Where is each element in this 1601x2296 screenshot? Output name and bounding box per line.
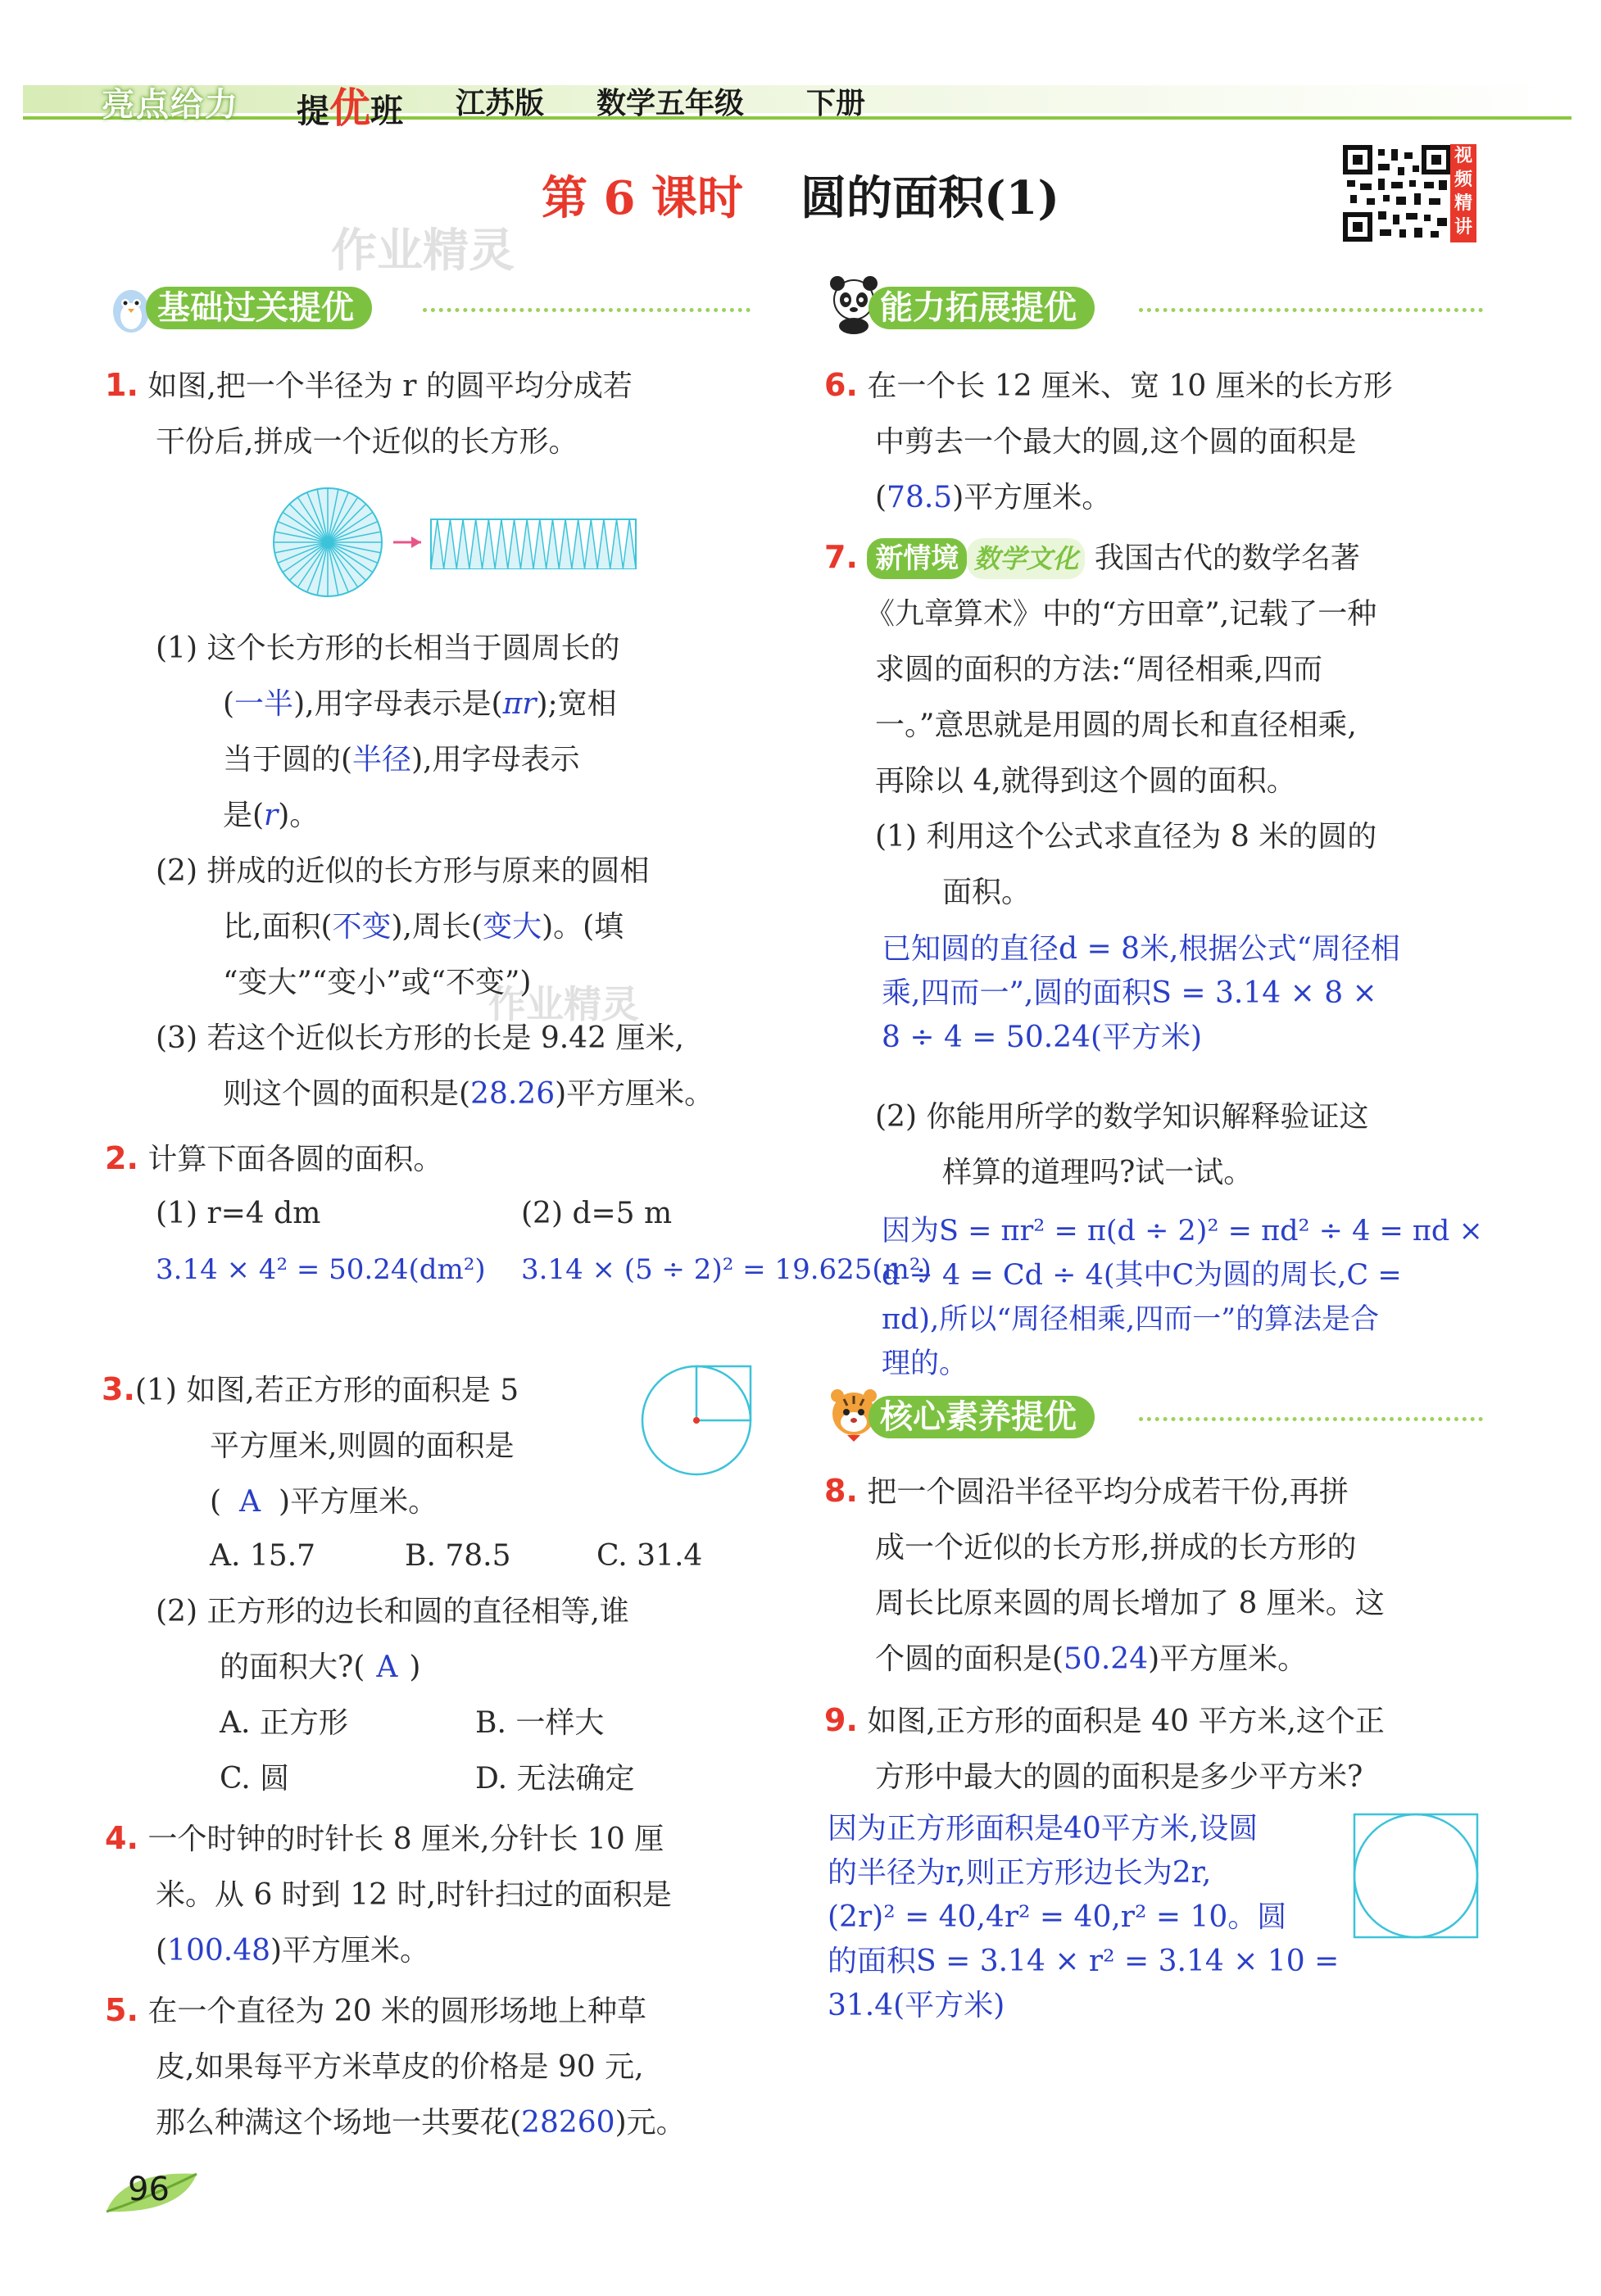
answer-line: πd),所以“周径相乘,四而一”的算法是合 xyxy=(882,1303,1380,1336)
question-text: 平方厘米,则圆的面积是 xyxy=(210,1429,515,1463)
question-text: “变大”“变小”或“不变”) xyxy=(223,966,532,999)
question-text: 一个时钟的时针长 8 厘米,分针长 10 厘 xyxy=(147,1823,664,1856)
question-text: 样算的道理吗?试一试。 xyxy=(942,1156,1254,1189)
question-text: ),周长( xyxy=(391,910,483,944)
question-text: 的面积大?( xyxy=(220,1651,365,1684)
handwritten-answer xyxy=(882,1209,1562,1386)
answer: 28260 xyxy=(521,2106,615,2140)
answer: A xyxy=(239,1485,261,1519)
question-text: 如图,正方形的面积是 40 平方米,这个正 xyxy=(867,1705,1385,1738)
question-text: 求圆的面积的方法:“周径相乘,四而 xyxy=(875,653,1322,686)
answer: r xyxy=(264,799,279,832)
section-core xyxy=(828,1393,1499,1442)
section-dots xyxy=(1139,308,1483,312)
question-text: )平方厘米。 xyxy=(1148,1642,1308,1676)
question-text: ) xyxy=(409,1651,421,1684)
question-1 xyxy=(105,357,760,470)
paren: ( xyxy=(223,687,235,721)
question-text: ),用字母表示是( xyxy=(293,687,503,721)
option: A. 15.7 xyxy=(210,1539,316,1573)
answer-line: 31.4(平方米) xyxy=(828,1989,1005,2022)
question-2-part-2: (2) d=5 m xyxy=(521,1197,673,1230)
section-basic xyxy=(105,283,760,333)
question-text: )平方厘米。 xyxy=(555,1077,714,1111)
question-text: 一。”意思就是用圆的周长和直径相乘, xyxy=(875,709,1357,742)
qr-code-icon[interactable] xyxy=(1342,144,1452,242)
question-number: 3. xyxy=(102,1371,135,1407)
video-tag xyxy=(1450,144,1476,242)
new-context-tag: 新情境 xyxy=(867,538,967,579)
option: B. 一样大 xyxy=(475,1706,605,1740)
brand-char: 班 xyxy=(370,93,403,130)
question-text: 干份后,拼成一个近似的长方形。 xyxy=(156,425,578,459)
question-text: 再除以 4,就得到这个圆的面积。 xyxy=(875,764,1296,798)
series-brand: 亮点给力 xyxy=(102,86,239,124)
edition-label: 江苏版 xyxy=(456,87,545,120)
question-number: 9. xyxy=(824,1702,858,1738)
question-6 xyxy=(824,357,1504,526)
lesson-topic: 圆的面积(1) xyxy=(800,171,1059,225)
video-tag-char: 视 xyxy=(1454,146,1472,166)
answer-line: 的半径为r,则正方形边长为2r, xyxy=(828,1856,1212,1890)
video-tag-char: 频 xyxy=(1454,170,1472,190)
answer: 一半 xyxy=(234,687,294,721)
question-text: (1) 这个长方形的长相当于圆周长的 xyxy=(156,632,620,665)
question-5 xyxy=(105,1982,760,2151)
question-text: ),用字母表示 xyxy=(411,743,580,777)
section-ability xyxy=(828,283,1499,333)
question-number: 4. xyxy=(105,1820,138,1856)
question-text: 我国古代的数学名著 xyxy=(1094,541,1360,575)
question-text: 计算下面各圆的面积。 xyxy=(147,1143,443,1176)
question-text: 方形中最大的圆的面积是多少平方米? xyxy=(875,1760,1363,1794)
question-text: )平方厘米。 xyxy=(270,1934,430,1968)
option: C. 31.4 xyxy=(596,1539,703,1573)
answer: 50.24 xyxy=(1064,1642,1149,1676)
math-culture-tag: 数学文化 xyxy=(967,538,1085,579)
option: B. 78.5 xyxy=(405,1539,511,1573)
question-text: (3) 若这个近似长方形的长是 9.42 厘米, xyxy=(156,1021,684,1055)
question-text: 周长比原来圆的周长增加了 8 厘米。这 xyxy=(875,1587,1385,1620)
question-text: );宽相 xyxy=(536,687,617,721)
series-brand-2 xyxy=(297,75,403,134)
header-bar xyxy=(23,79,1572,132)
question-text: 那么种满这个场地一共要花( xyxy=(156,2106,522,2140)
answer: 3.14 × (5 ÷ 2)² = 19.625(m²) xyxy=(521,1253,932,1286)
question-text: 在一个直径为 20 米的圆形场地上种草 xyxy=(147,1995,647,2028)
circle-sectors xyxy=(274,488,382,596)
brand-char-highlight: 优 xyxy=(329,84,370,132)
question-text: 米。从 6 时到 12 时,时针扫过的面积是 xyxy=(156,1878,672,1912)
subject-label: 数学五年级 xyxy=(596,87,745,120)
question-text: 把一个圆沿半径平均分成若干份,再拼 xyxy=(867,1475,1349,1509)
answer-line: 理的。 xyxy=(882,1347,968,1380)
question-text: 成一个近似的长方形,拼成的长方形的 xyxy=(875,1531,1357,1565)
answer: 28.26 xyxy=(470,1077,556,1111)
question-text: 比,面积( xyxy=(223,910,333,944)
page-number: 96 xyxy=(128,2171,170,2208)
answer-line: 因为S = πr² = π(d ÷ 2)² = πd² ÷ 4 = πd × xyxy=(882,1215,1483,1248)
question-text: 是( xyxy=(223,799,265,832)
question-3 xyxy=(102,1361,675,1530)
question-4 xyxy=(105,1810,760,1979)
volume-label: 下册 xyxy=(806,87,866,120)
question-text: )平方厘米。 xyxy=(952,481,1112,514)
question-text: ( xyxy=(875,481,887,514)
question-7-part-2 xyxy=(875,1089,1514,1201)
question-text: ( xyxy=(156,1934,168,1968)
question-number: 2. xyxy=(105,1140,138,1176)
answer-line: (2r)² = 40,4r² = 40,r² = 10。圆 xyxy=(828,1900,1287,1934)
video-tag-char: 精 xyxy=(1454,193,1472,214)
watermark: 作业精灵 xyxy=(331,224,515,278)
lesson-number: 第 6 课时 xyxy=(542,171,743,225)
question-3-part-2 xyxy=(156,1584,762,1696)
answer: 78.5 xyxy=(887,481,953,514)
answer-line: 因为正方形面积是40平方米,设圆 xyxy=(828,1812,1259,1845)
question-2-part-1: (1) r=4 dm xyxy=(156,1197,321,1230)
answer: A xyxy=(376,1651,398,1684)
question-text: )。 xyxy=(278,799,320,832)
answer-line: d ÷ 4 = Cd ÷ 4(其中C为圆的周长,C = xyxy=(882,1259,1402,1292)
answer: 不变 xyxy=(332,910,392,944)
question-text: (1) 如图,若正方形的面积是 5 xyxy=(134,1374,519,1407)
circle-in-square-figure xyxy=(1352,1812,1480,1940)
question-text: )平方厘米。 xyxy=(279,1485,438,1519)
answer-line: 8 ÷ 4 = 50.24(平方米) xyxy=(882,1021,1203,1054)
question-text: )。(填 xyxy=(542,910,624,944)
video-tag-char: 讲 xyxy=(1454,217,1472,238)
question-text: 在一个长 12 厘米、宽 10 厘米的长方形 xyxy=(867,369,1393,403)
brand-char: 提 xyxy=(297,93,329,130)
option: D. 无法确定 xyxy=(475,1762,635,1796)
answer-line: 乘,四而一”,圆的面积S = 3.14 × 8 × xyxy=(882,976,1377,1010)
handwritten-answer xyxy=(828,1807,1352,2028)
question-text: 则这个圆的面积是( xyxy=(223,1077,471,1111)
answer: πr xyxy=(502,687,537,721)
question-text: (2) 你能用所学的数学知识解释验证这 xyxy=(875,1100,1369,1134)
question-text: 《九章算术》中的“方田章”,记载了一种 xyxy=(865,597,1377,631)
answer: 100.48 xyxy=(167,1934,271,1968)
section-title: 基础过关提优 xyxy=(146,287,372,329)
question-text: 当于圆的( xyxy=(223,743,353,777)
question-text: ( xyxy=(210,1485,222,1519)
question-text: (2) 正方形的边长和圆的直径相等,谁 xyxy=(156,1595,629,1628)
section-title: 能力拓展提优 xyxy=(869,287,1095,329)
option: A. 正方形 xyxy=(220,1706,348,1740)
answer: 变大 xyxy=(483,910,542,944)
question-number: 5. xyxy=(105,1992,138,2028)
question-number: 8. xyxy=(824,1473,858,1509)
answer-line: 的面积S = 3.14 × r² = 3.14 × 10 = xyxy=(828,1945,1340,1978)
section-dots xyxy=(423,308,751,312)
question-text: )元。 xyxy=(615,2106,686,2140)
question-number: 7. xyxy=(824,539,858,575)
question-text: (2) 拼成的近似的长方形与原来的圆相 xyxy=(156,854,650,888)
question-text: 中剪去一个最大的圆,这个圆的面积是 xyxy=(875,425,1357,459)
question-text: 皮,如果每平方米草皮的价格是 90 元, xyxy=(156,2050,644,2084)
question-text: 如图,把一个半径为 r 的圆平均分成若 xyxy=(147,369,633,403)
option: C. 圆 xyxy=(220,1762,290,1796)
handwritten-answer xyxy=(882,927,1521,1060)
question-8 xyxy=(824,1463,1504,1687)
circle-to-rectangle-figure xyxy=(270,485,647,600)
question-text: 面积。 xyxy=(942,876,1032,909)
question-2 xyxy=(105,1130,760,1188)
question-7 xyxy=(824,529,1504,921)
watermark: 作业精灵 xyxy=(488,982,639,1026)
answer-line: 已知圆的直径d = 8米,根据公式“周径相 xyxy=(882,932,1400,966)
answer: 半径 xyxy=(352,743,412,777)
section-title: 核心素养提优 xyxy=(869,1396,1095,1438)
header-rule xyxy=(23,116,1572,120)
question-number: 1. xyxy=(105,367,138,403)
question-text: (1) 利用这个公式求直径为 8 米的圆的 xyxy=(875,820,1377,854)
quarter-square-circle-figure xyxy=(639,1363,755,1479)
header-band xyxy=(23,85,1572,113)
question-text: 个圆的面积是( xyxy=(875,1642,1064,1676)
question-1-part-1 xyxy=(156,621,762,1122)
question-number: 6. xyxy=(824,367,858,403)
section-dots xyxy=(1139,1417,1483,1421)
answer: 3.14 × 4² = 50.24(dm²) xyxy=(156,1253,486,1286)
question-9 xyxy=(824,1692,1504,1805)
